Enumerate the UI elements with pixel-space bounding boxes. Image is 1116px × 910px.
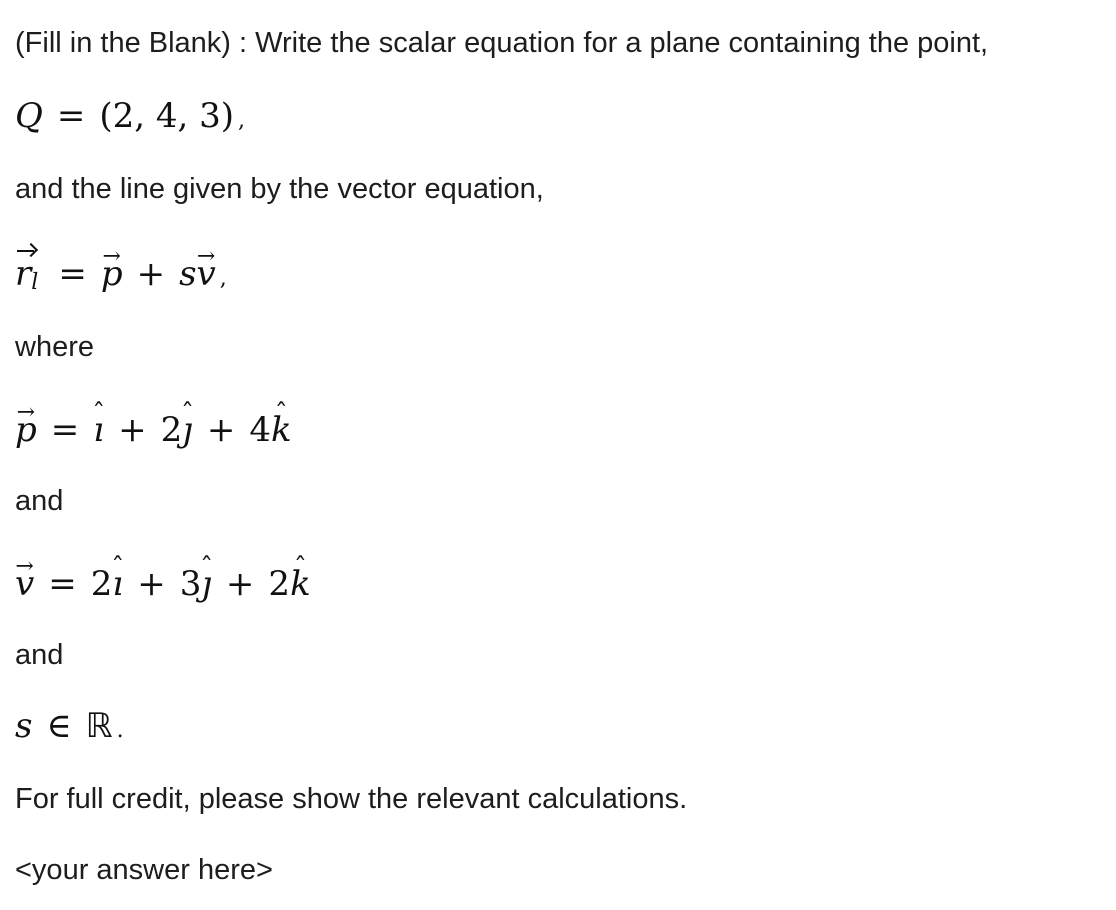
v-vector: → v: [197, 254, 216, 294]
trailing-period: .: [116, 718, 124, 743]
i-hat: ˆ ı: [112, 564, 123, 604]
k-hat: ˆ k: [271, 410, 292, 450]
line-vector-equation: [15, 254, 227, 303]
line-intro: and the line given by the vector equation,: [15, 173, 544, 205]
trailing-comma: ,: [219, 266, 227, 291]
p-vector: → p: [15, 410, 37, 450]
j-coefficient: 2: [160, 410, 183, 450]
equals-sign: =: [48, 564, 77, 604]
i-coefficient: 2: [90, 564, 113, 604]
r-symbol: r: [15, 254, 32, 294]
point-label: Q: [15, 96, 43, 136]
equals-sign: =: [50, 410, 80, 450]
plus-sign: +: [136, 254, 166, 294]
question-intro: (Fill in the Blank) : Write the scalar equation for a plane containing the point,: [15, 27, 989, 59]
equals-sign: =: [58, 254, 87, 294]
element-of-sign: ∈: [46, 706, 72, 746]
plus-sign: +: [225, 564, 255, 604]
s-symbol: s: [15, 706, 33, 746]
k-hat: ˆ k: [290, 564, 311, 604]
where-label: where: [15, 331, 94, 363]
trailing-comma: ,: [238, 108, 246, 133]
j-hat: ˆ ȷ: [201, 564, 212, 604]
answer-placeholder[interactable]: <your answer here>: [15, 854, 273, 886]
v-vector: → v: [15, 564, 34, 604]
j-coefficient: 3: [179, 564, 202, 604]
p-vector-equation: [15, 410, 292, 450]
k-coefficient: 4: [249, 410, 271, 450]
s-symbol: s: [179, 254, 197, 294]
real-numbers-symbol: ℝ: [85, 706, 113, 746]
and-label-2: and: [15, 639, 64, 671]
l-subscript: l: [31, 270, 39, 295]
plus-sign: +: [118, 410, 147, 450]
instructions: For full credit, please show the relevant calculations.: [15, 783, 688, 815]
r-l-vector: [15, 254, 44, 303]
i-hat: ˆ ı: [93, 410, 104, 450]
point-equation: [15, 96, 245, 141]
j-hat: ˆ ȷ: [182, 410, 193, 450]
v-vector-equation: [15, 564, 311, 604]
point-coordinates: (2, 4, 3): [99, 96, 235, 136]
plus-sign: +: [137, 564, 166, 604]
equals-sign: =: [56, 96, 86, 136]
k-coefficient: 2: [268, 564, 291, 604]
s-membership: [15, 706, 124, 751]
and-label-1: and: [15, 485, 64, 517]
plus-sign: +: [206, 410, 236, 450]
p-vector: → p: [101, 254, 123, 294]
